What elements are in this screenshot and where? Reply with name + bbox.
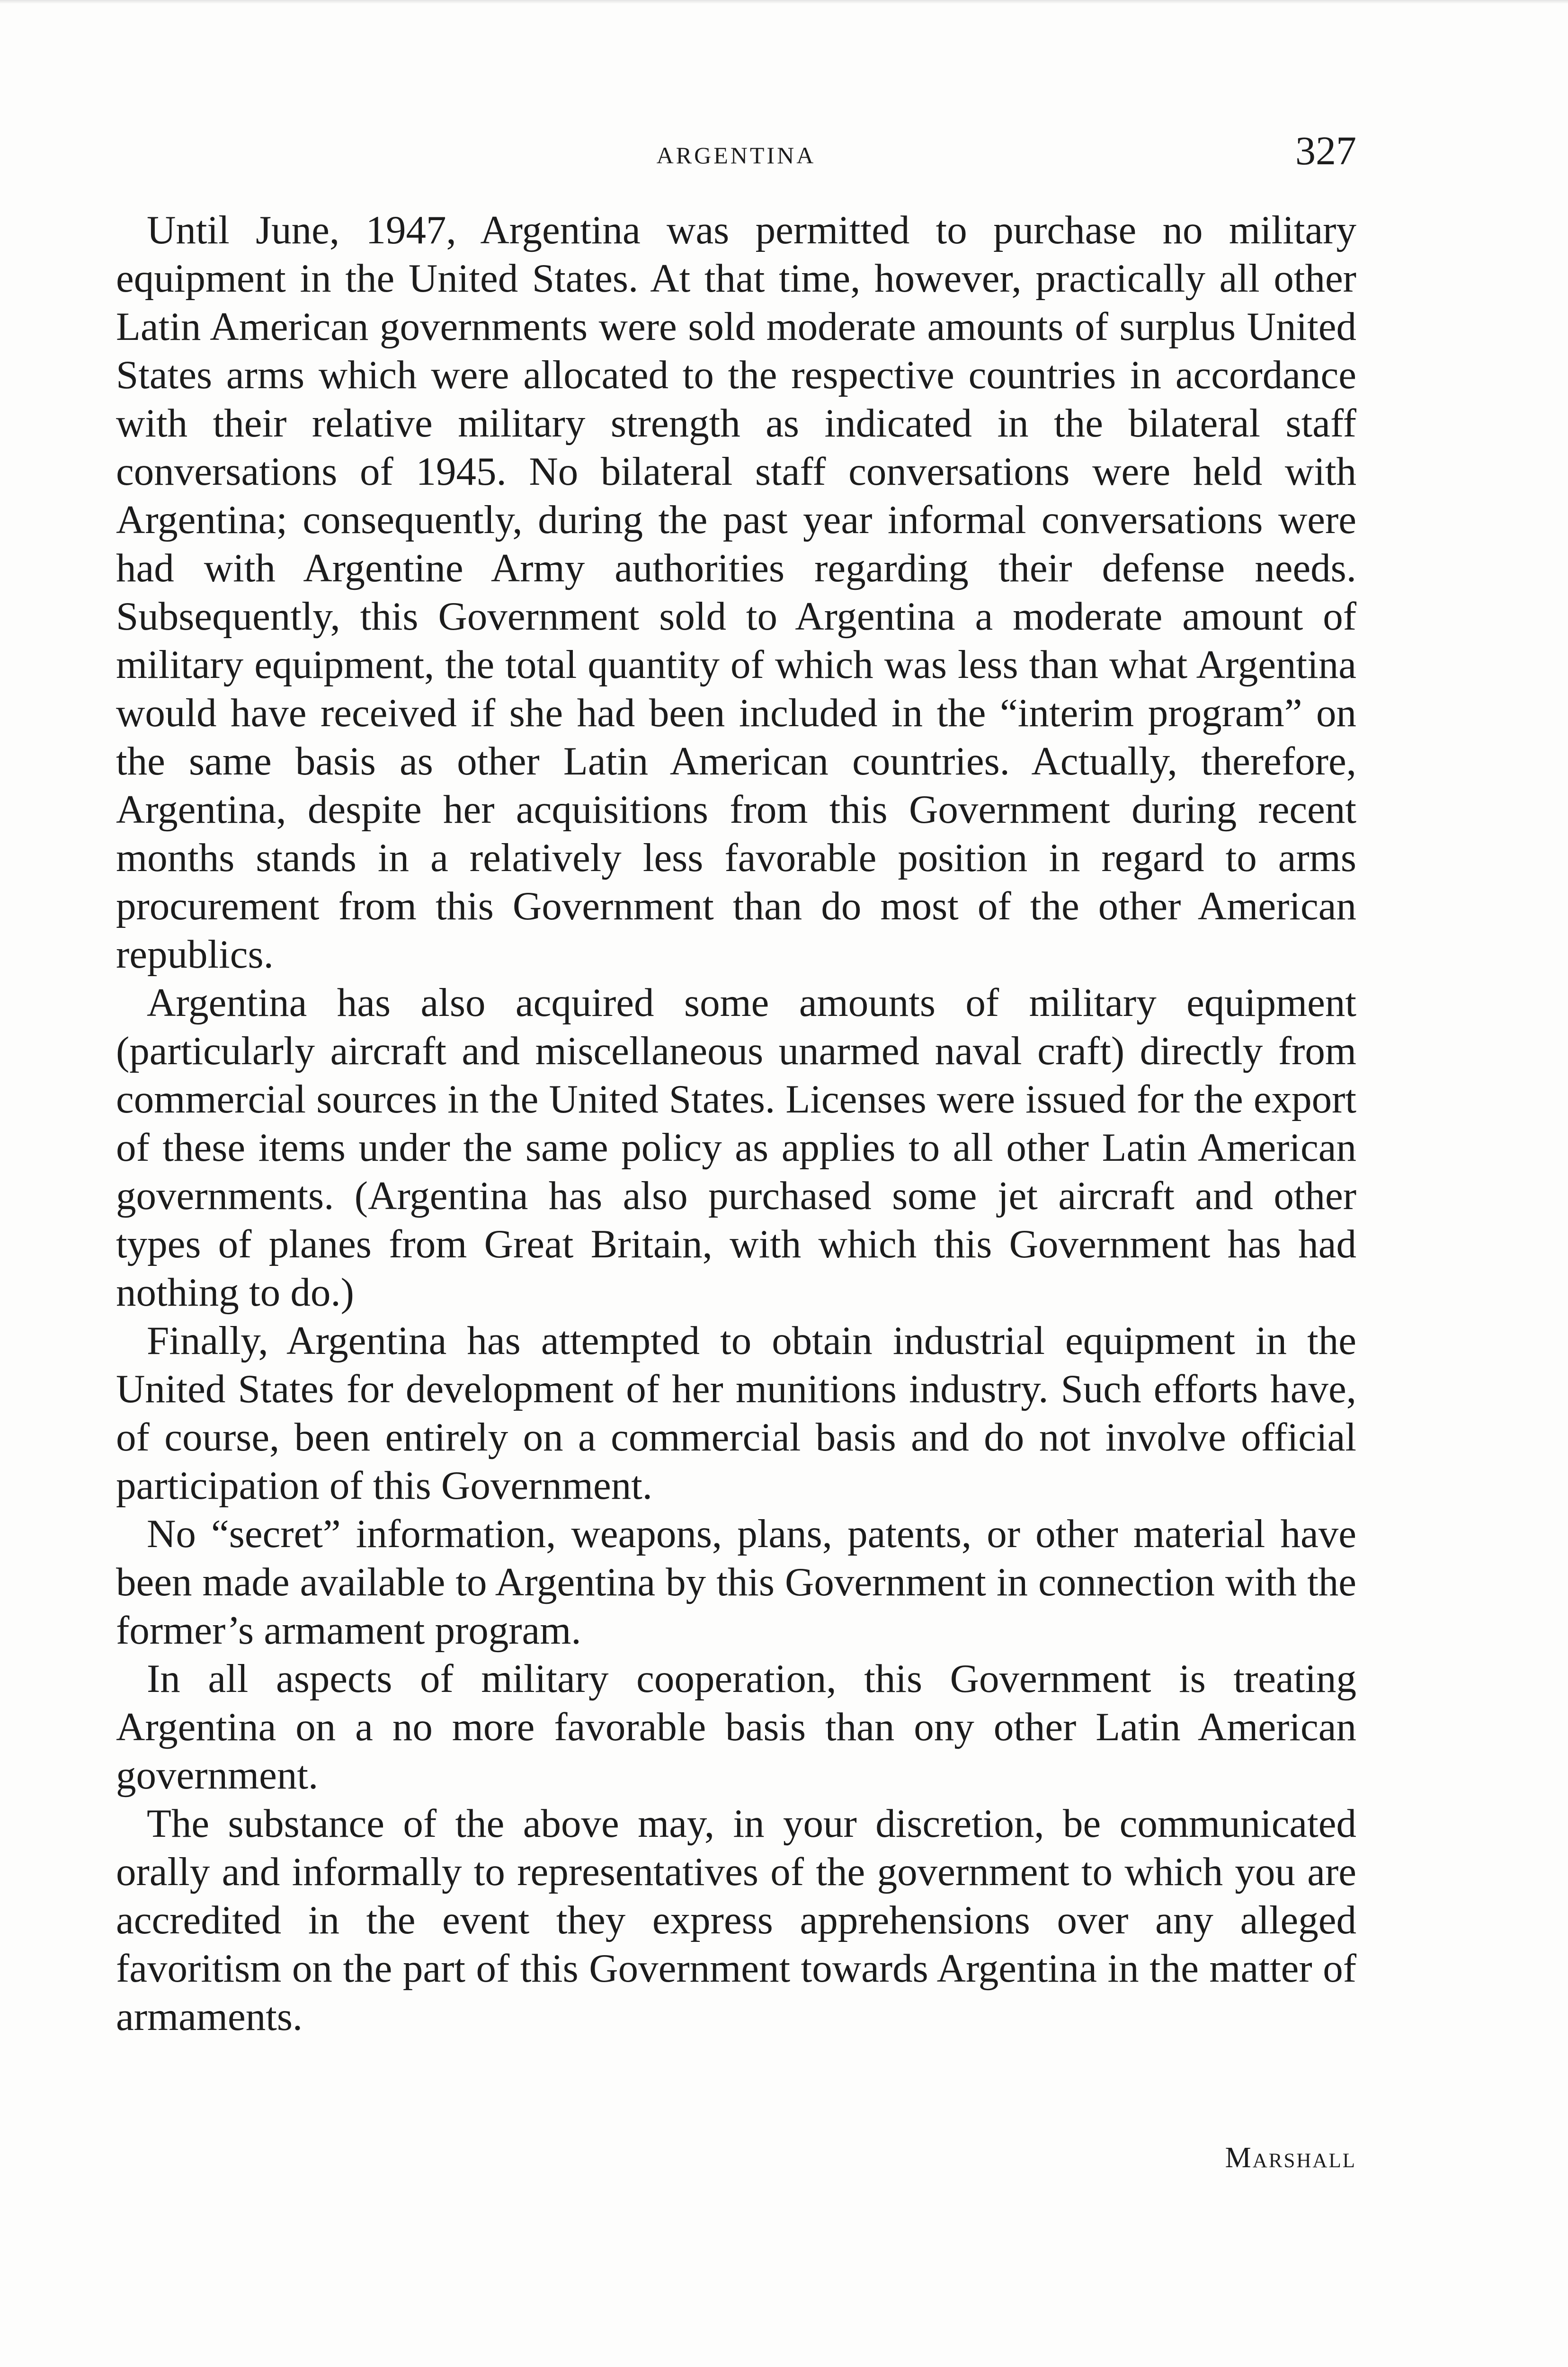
paragraph: The substance of the above may, in your discretion, be communicated orally and informally to representatives of the government to which you are accredited in the event they express apprehensions over any alleged favoritism on the part of this Government towards Argentina in the matter of armaments. — [116, 1801, 1356, 2039]
paragraph: Argentina has also acquired some amounts of military equipment (particularly aircraft and miscellaneous unarmed naval craft) directly from commercial sources in the United States. Licenses were issued for the export of these items under the same policy as applies to all other Latin American governments. (Argentina has also purchased some jet aircraft and other types of planes from Great Britain, with which this Government has had nothing to do.) — [116, 980, 1356, 1315]
page-number: 327 — [1295, 128, 1356, 173]
signature: Marshall — [1225, 2142, 1356, 2174]
paragraph: In all aspects of military cooperation, this Government is treating Argentina on a no more favorable basis than ony other Latin American government. — [116, 1656, 1356, 1797]
body-text — [116, 206, 1356, 2041]
running-head — [116, 127, 1356, 184]
paragraph: Until June, 1947, Argentina was permitted to purchase no military equipment in the United States. At that time, however, practically all other Latin American governments were sold moderate amounts of surplus United States arms which were allocated to the respective countries in accordance with their relative military strength as indicated in the bilateral staff conversations of 1945. No bilateral staff conversations were held with Argentina; consequently, during the past year informal conversations were had with Argentine Army authorities regarding their defense needs. Subsequently, this Government sold to Argentina a moderate amount of military equipment, the total quantity of which was less than what Argentina would have received if she had been included in the “interim program” on the same basis as other Latin American countries. Actually, therefore, Argentina, despite her acquisitions from this Government during recent months stands in a relatively less favorable position in regard to arms procurement from this Government than do most of the other American republics. — [116, 208, 1356, 977]
running-title: ARGENTINA — [656, 142, 816, 169]
paragraph: No “secret” information, weapons, plans, patents, or other material have been made available to Argentina by this Government in connection with the former’s armament program. — [116, 1512, 1356, 1653]
paragraph: Finally, Argentina has attempted to obtain industrial equipment in the United States for development of her munitions industry. Such efforts have, of course, been entirely on a commercial basis and do not involve official participation of this Government. — [116, 1318, 1356, 1508]
scan-edge — [0, 0, 1568, 4]
